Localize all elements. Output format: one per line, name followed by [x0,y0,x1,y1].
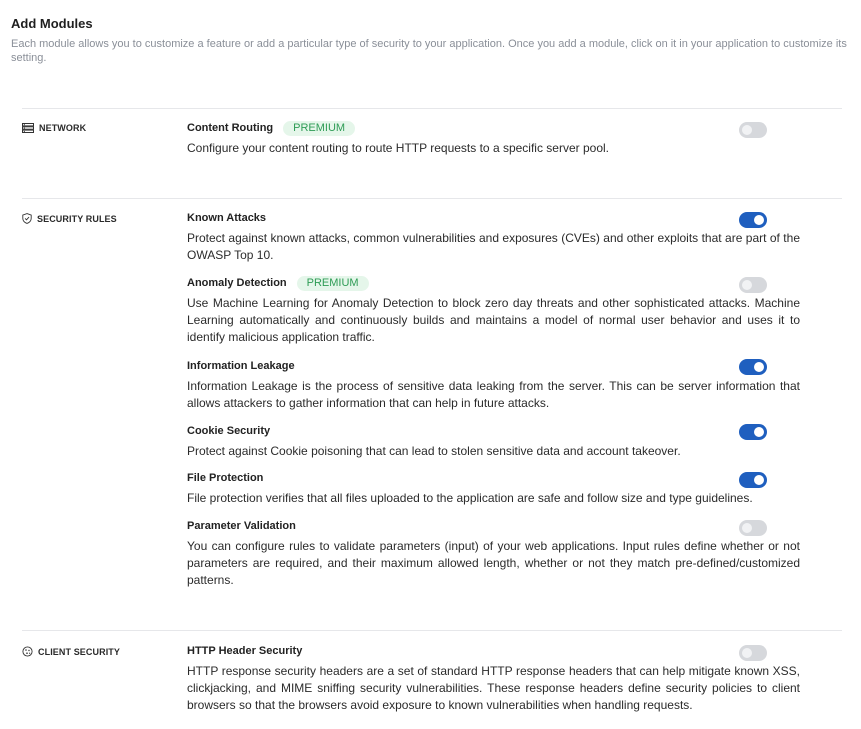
module-content-routing [187,120,800,157]
module-name: Known Attacks [187,212,267,224]
module-name: HTTP Header Security [187,645,303,657]
module-name: Content Routing [187,122,274,134]
module-file-protection [187,470,800,507]
module-description: Use Machine Learning for Anomaly Detection to block zero day threats and other sophisticated attacks. Machine Learning automatically and continuously builds and maintains a model of normal user behavior and uses it to identify malicious application traffic. [187,296,800,344]
module-cookie-security [187,423,800,460]
toggle-knob [754,215,764,225]
section-security-rules [22,198,842,631]
file-protection-toggle[interactable] [739,472,767,488]
toggle-knob [742,125,752,135]
known-attacks-toggle[interactable] [739,212,767,228]
module-description: HTTP response security headers are a set of standard HTTP response headers that can help mitigate known XSS, clickjacking, and MIME sniffing security vulnerabilities. These response headers define security policies to client browsers so that the browsers avoid exposure to known vulnerabilities when handling requests. [187,664,800,712]
premium-badge: PREMIUM [297,276,369,291]
module-name: File Protection [187,472,264,484]
page-subtitle: Each module allows you to customize a feature or add a particular type of security to your application. Once you add a module, click on it in your application to customize its setting. [11,38,847,64]
section-label-text: CLIENT SECURITY [38,646,121,657]
section-label-text: NETWORK [39,123,87,133]
toggle-knob [754,362,764,372]
module-description: Configure your content routing to route HTTP requests to a specific server pool. [187,141,609,155]
module-description: Information Leakage is the process of sensitive data leaking from the server. This can be server information that allows attackers to gather information that can help in future attacks. [187,379,800,410]
toggle-knob [754,427,764,437]
cookie-security-toggle[interactable] [739,424,767,440]
module-name: Cookie Security [187,425,271,437]
module-information-leakage [187,358,800,412]
section-label-network [22,123,86,133]
toggle-knob [742,280,752,290]
http-header-security-toggle[interactable] [739,645,767,661]
section-label-text: SECURITY RULES [37,213,117,224]
premium-badge: PREMIUM [283,121,355,136]
information-leakage-toggle[interactable] [739,359,767,375]
section-label-security-rules [22,213,117,224]
section-client-security [22,630,842,729]
section-network [22,108,842,199]
module-description: You can configure rules to validate parameters (input) of your web applications. Input rules define whether or not parameters are required, and their maximum allowed length, whether or not they match pre-defined/customized patterns. [187,539,800,587]
anomaly-detection-toggle[interactable] [739,277,767,293]
module-description: Protect against Cookie poisoning that can lead to stolen sensitive data and account takeover. [187,444,681,458]
server-icon [22,123,34,133]
toggle-knob [754,475,764,485]
module-anomaly-detection [187,275,800,346]
module-name: Parameter Validation [187,520,296,532]
parameter-validation-toggle[interactable] [739,520,767,536]
shield-check-icon [22,213,32,224]
section-label-client-security [22,646,120,657]
page-title: Add Modules [11,16,93,31]
module-name: Anomaly Detection [187,277,287,289]
content-routing-toggle[interactable] [739,122,767,138]
module-name: Information Leakage [187,360,295,372]
toggle-knob [742,648,752,658]
module-http-header-security [187,643,800,714]
toggle-knob [742,523,752,533]
module-parameter-validation [187,518,800,589]
module-description: File protection verifies that all files uploaded to the application are safe and follow size and type guidelines. [187,491,753,505]
module-known-attacks [187,210,800,264]
cookie-icon [22,646,33,657]
module-description: Protect against known attacks, common vulnerabilities and exposures (CVEs) and other exploits that are part of the OWASP Top 10. [187,231,800,262]
